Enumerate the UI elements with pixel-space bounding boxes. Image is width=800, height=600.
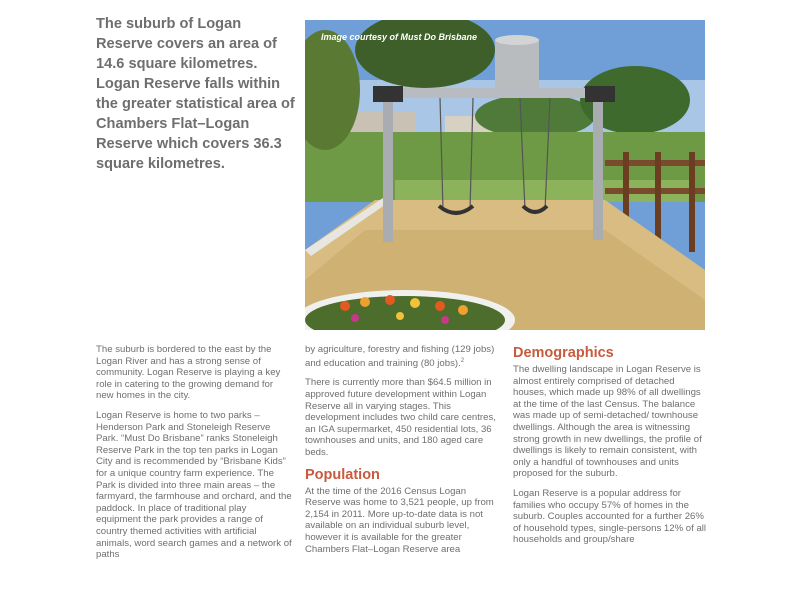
footnote-marker: 2 [460, 357, 465, 364]
paragraph-households: Logan Reserve is a popular address for families who occupy 57% of homes in the suburb. Couples accounted for a further 26% of household types, single-persons 12% of all households and group/share [513, 487, 707, 546]
paragraph-population: At the time of the 2016 Census Logan Reserve was home to 3,521 people, up from 2,154 in 2011. More up-to-date data is not available on an individual suburb level, however it is available for the greater Chambers Flat–Logan Reserve area [305, 485, 494, 555]
column-left [96, 344, 292, 569]
column-right [513, 344, 708, 554]
heading-population: Population [305, 466, 380, 483]
paragraph-dwellings: The dwelling landscape in Logan Reserve is almost entirely comprised of detached houses, which made up 98% of all dwellings at the time of the last Census. The balance was made up of semi-detached/ townhouse dwellings. Although the area is witnessing strong growth in new dwellings, the profile of dwellings is likely to remain consistent, with only a handful of townhouses and units proposed for the suburb. [513, 364, 702, 480]
column-middle [305, 344, 500, 563]
paragraph-development: There is currently more than $64.5 million in approved future development within Logan Reserve all in varying stages. This development includes two child care centres, an IGA supermarket, 450 residential lots, 36 townhouses and units, and 180 aged care beds. [305, 377, 496, 458]
park-scene-illustration [305, 20, 705, 330]
paragraph-parks: Logan Reserve is home to two parks – Henderson Park and Stoneleigh Reserve Park. “Must Do Brisbane” ranks Stoneleigh Reserve Park in the top ten parks in Logan City and is recommended by “Brisbane Kids” for a unique country farm experience. The Park is divided into three main areas – the farmyard, the farmhouse and orchard, and the paddock. In place of traditional play equipment the park provides a range of country themed activities with artificial animals, word search games and a network of paths [96, 409, 292, 561]
intro-summary: The suburb of Logan Reserve covers an area of 14.6 square kilometres. Logan Reserve falls within the greater statistical area of Chambers Flat–Logan Reserve which covers 36.3 square kilometres. [96, 16, 295, 172]
paragraph-jobs [305, 344, 500, 369]
photo-credit: Image courtesy of Must Do Brisbane [321, 32, 478, 42]
park-swing-photo [305, 20, 705, 330]
heading-demographics: Demographics [513, 345, 614, 361]
paragraph-jobs-text: by agriculture, forestry and fishing (129 jobs) and education and training (80 jobs). [305, 344, 495, 369]
paragraph-suburb-borders: The suburb is bordered to the east by the Logan River and has a strong sense of community. Logan Reserve is playing a key role in catering to the growing demand for new homes in the city. [96, 344, 281, 402]
